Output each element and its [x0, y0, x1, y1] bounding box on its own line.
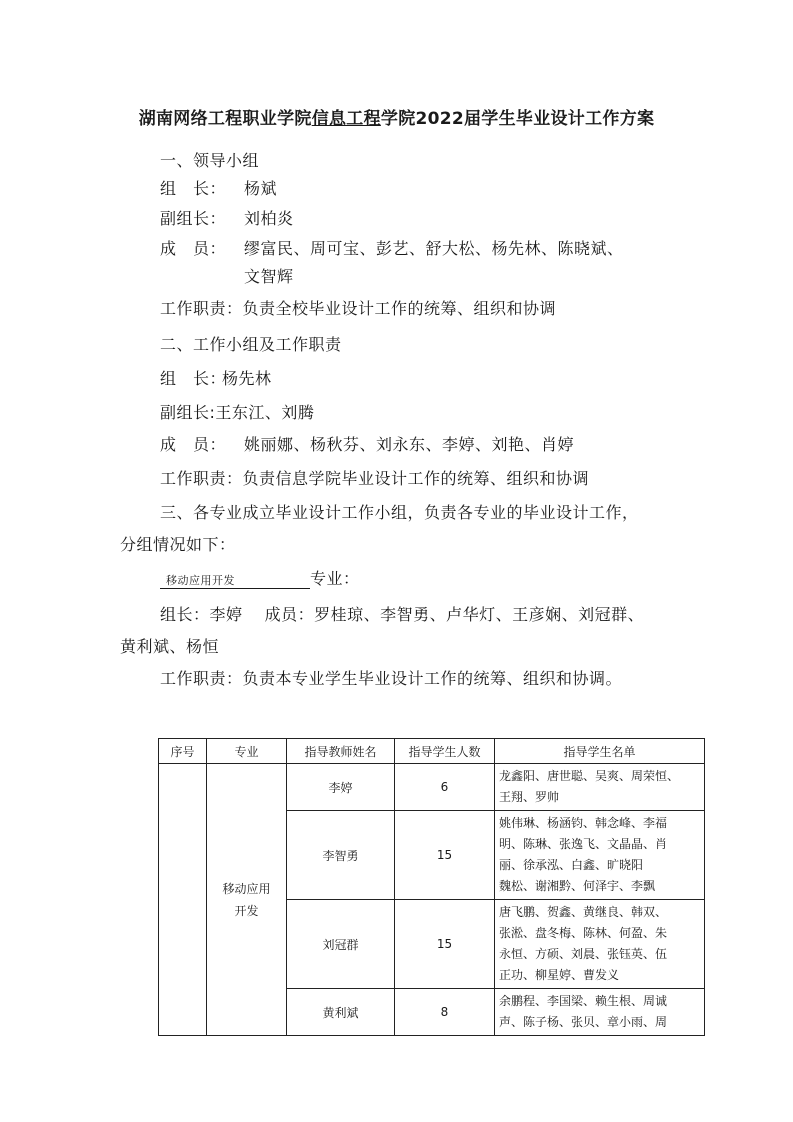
leader-label: 组 长： [160, 369, 227, 388]
index-cell [159, 764, 207, 1036]
header-count: 指导学生人数 [395, 739, 495, 764]
members-label: 成 员： [160, 239, 227, 258]
student-names-cell [495, 811, 705, 900]
page-title [0, 104, 793, 129]
members-label: 成 员： [160, 435, 227, 454]
count-cell: 6 [395, 764, 495, 811]
duty-text: 负责信息学院毕业设计工作的统筹、组织和协调 [242, 469, 590, 488]
leader-label: 组 长： [160, 179, 227, 198]
leader-name: 杨斌 [244, 179, 278, 198]
names-line: 永恒、方硕、刘晨、张钰英、伍 [499, 947, 668, 961]
major-line2: 开发 [234, 903, 259, 918]
leader-name: 杨先林 [222, 369, 272, 388]
assignment-table [158, 738, 705, 1036]
header-teacher: 指导教师姓名 [287, 739, 395, 764]
names-line: 王翔、罗帅 [499, 790, 560, 804]
section2-vice-leader [160, 400, 314, 423]
header-student-list: 指导学生名单 [495, 739, 705, 764]
teacher-cell: 李婷 [287, 764, 395, 811]
names-line: 唐飞鹏、贺鑫、黄继良、韩双、 [499, 905, 668, 919]
count-cell: 8 [395, 989, 495, 1036]
names-line: 张淞、盘冬梅、陈林、何盈、朱 [499, 926, 668, 940]
major-line [160, 566, 360, 589]
vice-name: 刘柏炎 [244, 209, 294, 228]
duty-text: 负责全校毕业设计工作的统筹、组织和协调 [242, 299, 557, 318]
header-major: 专业 [207, 739, 287, 764]
major-suffix: 专业： [310, 569, 360, 588]
group-line1: 组长：李婷 成员：罗桂琼、李智勇、卢华灯、王彦娴、刘冠群、 [160, 605, 645, 624]
section1-members-line2: 文智辉 [244, 267, 294, 286]
names-line: 丽、徐承泓、白鑫、旷晓阳 [499, 858, 644, 872]
vice-name: 王东江、刘腾 [215, 403, 315, 422]
teacher-cell: 刘冠群 [287, 900, 395, 989]
names-line: 龙鑫阳、唐世聪、吴爽、周荣恒、 [499, 769, 680, 783]
title-underlined: 信息工程 [311, 109, 381, 129]
student-names-cell [495, 764, 705, 811]
vice-label: 副组长： [160, 209, 227, 228]
group-line2: 黄利斌、杨恒 [120, 637, 220, 656]
table-row [159, 764, 705, 811]
names-line: 余鹏程、李国梁、赖生根、周诚 [499, 994, 668, 1008]
names-line: 魏松、谢湘黔、何泽宇、李飘 [499, 879, 656, 893]
count-cell: 15 [395, 811, 495, 900]
student-names-cell [495, 900, 705, 989]
names-line: 正功、柳星婷、曹发义 [499, 968, 620, 982]
table-header-row [159, 739, 705, 764]
members-text: 姚丽娜、杨秋芬、刘永东、李婷、刘艳、肖婷 [244, 435, 575, 454]
section2-leader [160, 366, 272, 389]
title-prefix: 湖南网络工程职业学院 [138, 109, 312, 129]
teacher-cell: 李智勇 [287, 811, 395, 900]
section1-leader [160, 176, 277, 199]
section2-duty [160, 466, 589, 489]
student-names-cell [495, 989, 705, 1036]
names-line: 声、陈子杨、张贝、章小雨、周 [499, 1015, 668, 1029]
title-suffix: 学院2022届学生毕业设计工作方案 [380, 109, 655, 129]
vice-label: 副组长: [160, 403, 216, 422]
names-line: 姚伟琳、杨涵钧、韩念峰、李福 [499, 816, 668, 830]
members-line1: 缪富民、周可宝、彭艺、舒大松、杨先林、陈晓斌、 [244, 239, 624, 258]
group-duty: 工作职责：负责本专业学生毕业设计工作的统筹、组织和协调。 [160, 669, 623, 688]
section3-heading-line2: 分组情况如下： [120, 535, 236, 554]
duty-label: 工作职责： [160, 469, 243, 488]
section1-duty [160, 296, 556, 319]
major-line1: 移动应用 [222, 881, 271, 896]
section3-heading-line1: 三、各专业成立毕业设计工作小组，负责各专业的毕业设计工作， [160, 503, 639, 522]
major-cell [207, 764, 287, 1036]
names-line: 明、陈琳、张逸飞、文晶晶、肖 [499, 837, 668, 851]
header-index: 序号 [159, 739, 207, 764]
section2-members [160, 432, 574, 455]
teacher-cell: 黄利斌 [287, 989, 395, 1036]
section1-vice-leader [160, 206, 294, 229]
duty-label: 工作职责： [160, 299, 243, 318]
section1-members [160, 236, 624, 259]
major-fill: 移动应用开发 [160, 574, 310, 589]
section2-heading: 二、工作小组及工作职责 [160, 335, 342, 354]
section1-heading: 一、领导小组 [160, 151, 260, 170]
count-cell: 15 [395, 900, 495, 989]
